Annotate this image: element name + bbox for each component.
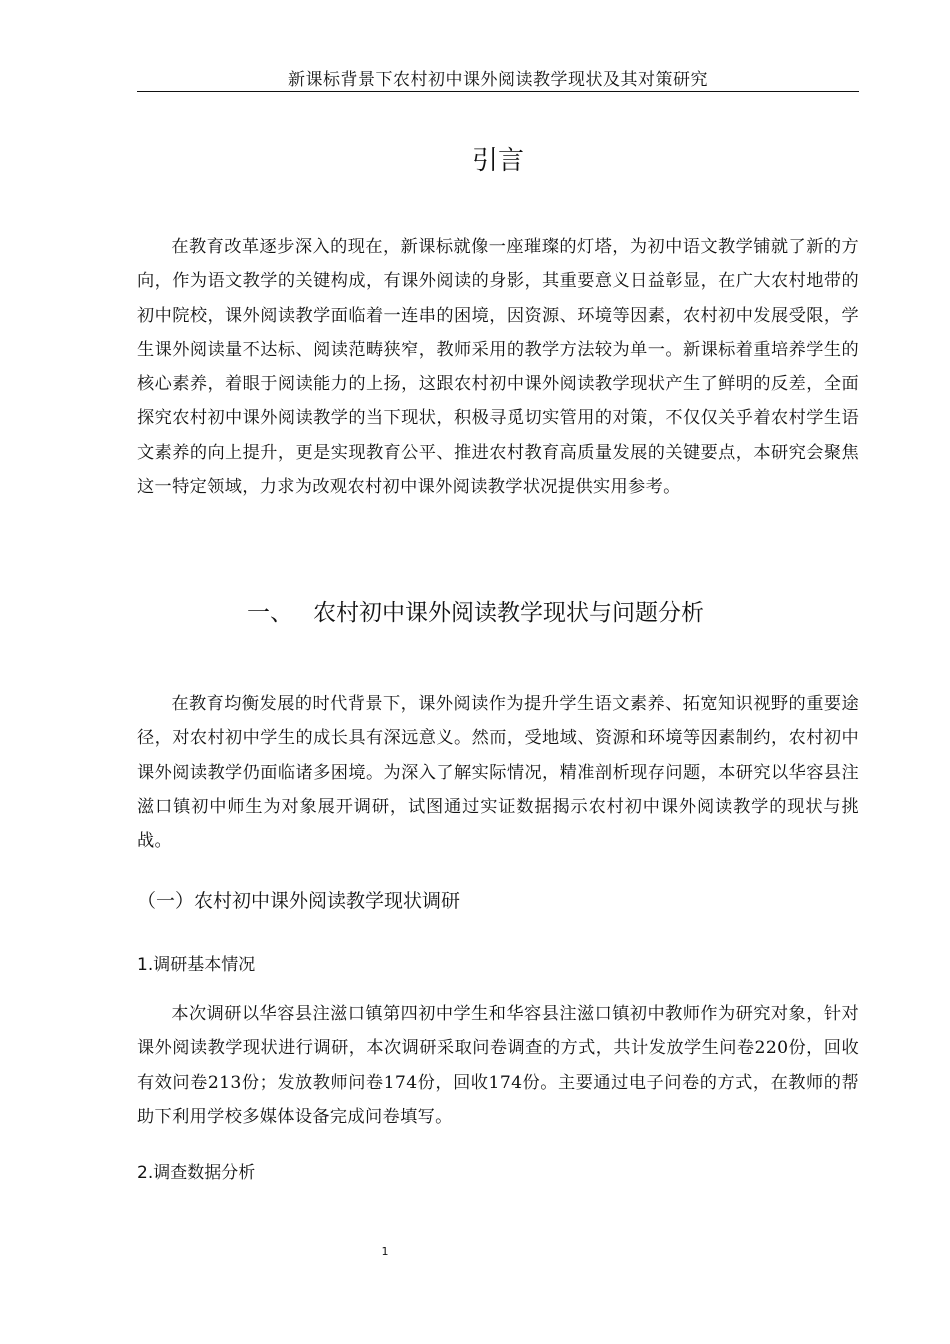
subsection-heading: （一）农村初中课外阅读教学现状调研 [137, 890, 461, 912]
intro-paragraph: 在教育改革逐步深入的现在，新课标就像一座璀璨的灯塔，为初中语文教学铺就了新的方向，作为语文教学的关键构成，有课外阅读的身影，其重要意义日益彰显，在广大农村地带的初中院校，课外阅读教学面临着一连串的困境，因资源、环境等因素，农村初中发展受限，学生课外阅读量不达标、阅读范畴狭窄，教师采用的教学方法较为单一。新课标着重培养学生的核心素养，着眼于阅读能力的上扬，这跟农村初中课外阅读教学现状产生了鲜明的反差，全面探究农村初中课外阅读教学的当下现状，积极寻觅切实管用的对策，不仅仅关乎着农村学生语文素养的向上提升，更是实现教育公平、推进农村教育高质量发展的关键要点，本研究会聚焦这一特定领域，力求为改观农村初中课外阅读教学状况提供实用参考。 [137, 237, 859, 498]
item2-heading: 2.调查数据分析 [137, 1163, 256, 1183]
item1-heading: 1.调研基本情况 [137, 955, 256, 975]
section-number: 一、 [247, 600, 293, 626]
item1-paragraph: 本次调研以华容县注滋口镇第四初中学生和华容县注滋口镇初中教师作为研究对象，针对课外阅读教学现状进行调研，本次调研采取问卷调查的方式，共计发放学生问卷220份，回收有效问卷213份；发放教师问卷174份，回收174份。主要通过电子问卷的方式，在教师的帮助下利用学校多媒体设备完成问卷填写。 [137, 1004, 859, 1127]
section-heading [247, 596, 704, 630]
section-title: 农村初中课外阅读教学现状与问题分析 [313, 600, 704, 626]
header-rule [137, 91, 859, 92]
intro-title: 引言 [471, 146, 524, 176]
section-paragraph: 在教育均衡发展的时代背景下，课外阅读作为提升学生语文素养、拓宽知识视野的重要途径，对农村初中学生的成长具有深远意义。然而，受地域、资源和环境等因素制约，农村初中课外阅读教学仍面临诸多困境。为深入了解实际情况，精准剖析现存问题，本研究以华容县注滋口镇初中师生为对象展开调研，试图通过实证数据揭示农村初中课外阅读教学的现状与挑战。 [137, 694, 859, 852]
page-number: 1 [381, 1245, 389, 1258]
running-header: 新课标背景下农村初中课外阅读教学现状及其对策研究 [288, 70, 708, 90]
